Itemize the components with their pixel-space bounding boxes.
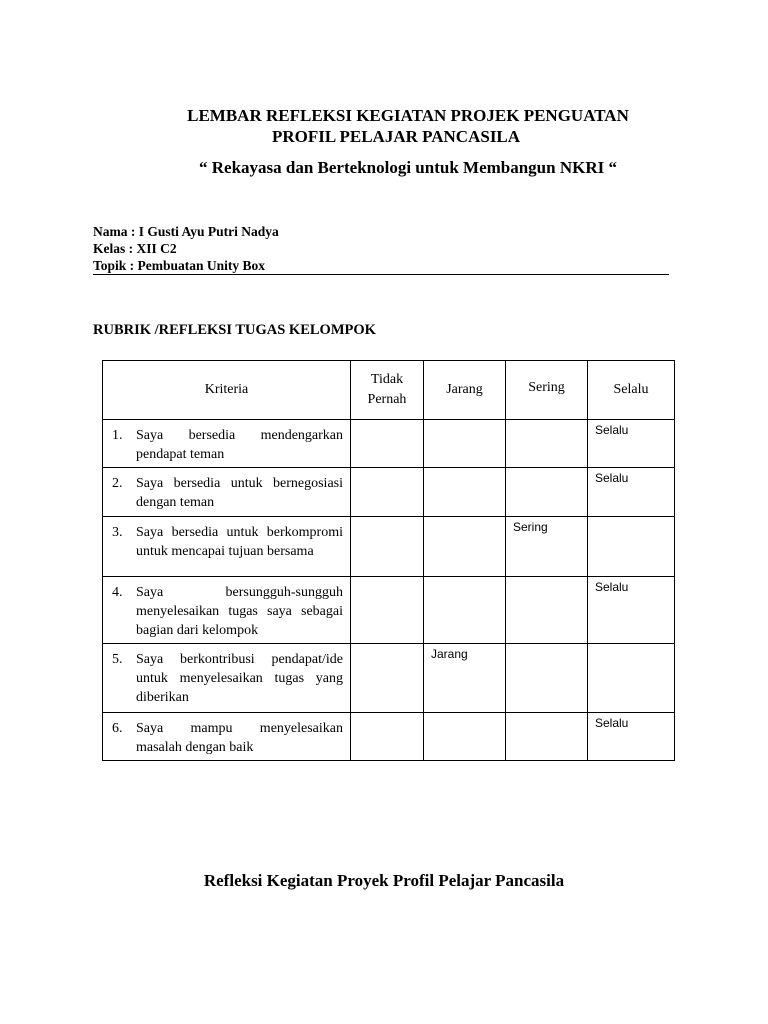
criteria-cell <box>103 468 351 517</box>
table-row <box>103 517 675 577</box>
table-row <box>103 713 675 761</box>
reflection-heading: Refleksi Kegiatan Proyek Profil Pelajar Pancasila <box>203 871 565 890</box>
header-underline <box>93 274 669 275</box>
criteria-number: 2. <box>112 476 123 491</box>
never-cell <box>351 468 424 517</box>
rarely-cell: Jarang <box>424 644 506 713</box>
always-cell: Selalu <box>588 420 675 468</box>
criteria-cell <box>103 644 351 713</box>
document-title-line2: PROFIL PELAJAR PANCASILA <box>271 127 521 146</box>
header-always: Selalu <box>588 361 675 420</box>
often-cell <box>506 468 588 517</box>
criteria-text: Saya berkontribusi pendapat/ide untuk menyelesaikan tugas yang diberikan <box>136 652 343 705</box>
student-name: Nama : I Gusti Ayu Putri Nadya <box>93 224 279 239</box>
document-title-line1: LEMBAR REFLEKSI KEGIATAN PROJEK PENGUATAN <box>187 106 629 125</box>
criteria-number: 6. <box>112 721 123 736</box>
rubric-title: RUBRIK /REFLEKSI TUGAS KELOMPOK <box>93 322 376 338</box>
header-never <box>351 361 424 420</box>
always-cell: Selalu <box>588 713 675 761</box>
criteria-cell <box>103 420 351 468</box>
never-cell <box>351 713 424 761</box>
criteria-text: Saya mampu menyelesaikan masalah dengan baik <box>136 721 343 755</box>
project-topic: Topik : Pembuatan Unity Box <box>93 258 266 273</box>
rarely-cell <box>424 577 506 644</box>
rarely-cell <box>424 420 506 468</box>
always-cell: Selalu <box>588 577 675 644</box>
header-never-line1: Tidak <box>370 372 404 387</box>
table-row <box>103 644 675 713</box>
project-theme: “ Rekayasa dan Berteknologi untuk Membangun NKRI “ <box>199 158 617 177</box>
never-cell <box>351 420 424 468</box>
always-cell <box>588 644 675 713</box>
header-never-line2: Pernah <box>367 392 407 407</box>
criteria-text: Saya bersedia untuk berkompromi untuk mencapai tujuan bersama <box>136 525 343 559</box>
never-cell <box>351 644 424 713</box>
header-often: Sering <box>506 361 588 420</box>
often-cell <box>506 644 588 713</box>
student-class: Kelas : XII C2 <box>93 241 177 256</box>
criteria-cell <box>103 517 351 577</box>
often-cell <box>506 577 588 644</box>
never-cell <box>351 517 424 577</box>
often-cell: Sering <box>506 517 588 577</box>
table-row <box>103 577 675 644</box>
criteria-number: 1. <box>112 428 123 443</box>
criteria-text: Saya bersedia untuk bernegosiasi dengan teman <box>136 476 343 510</box>
criteria-number: 3. <box>112 525 123 540</box>
criteria-text: Saya bersungguh-sungguh menyelesaikan tugas saya sebagai bagian dari kelompok <box>136 585 343 638</box>
table-row <box>103 420 675 468</box>
rubric-header-row <box>103 361 675 420</box>
criteria-cell <box>103 713 351 761</box>
always-cell <box>588 517 675 577</box>
header-rarely: Jarang <box>424 361 506 420</box>
never-cell <box>351 577 424 644</box>
criteria-number: 4. <box>112 585 123 600</box>
always-cell: Selalu <box>588 468 675 517</box>
rarely-cell <box>424 468 506 517</box>
criteria-text: Saya bersedia mendengarkan pendapat teman <box>136 428 343 462</box>
rubric-table <box>102 360 675 761</box>
often-cell <box>506 420 588 468</box>
table-row <box>103 468 675 517</box>
header-criteria: Kriteria <box>103 361 351 420</box>
rarely-cell <box>424 713 506 761</box>
rarely-cell <box>424 517 506 577</box>
criteria-cell <box>103 577 351 644</box>
criteria-number: 5. <box>112 652 123 667</box>
often-cell <box>506 713 588 761</box>
